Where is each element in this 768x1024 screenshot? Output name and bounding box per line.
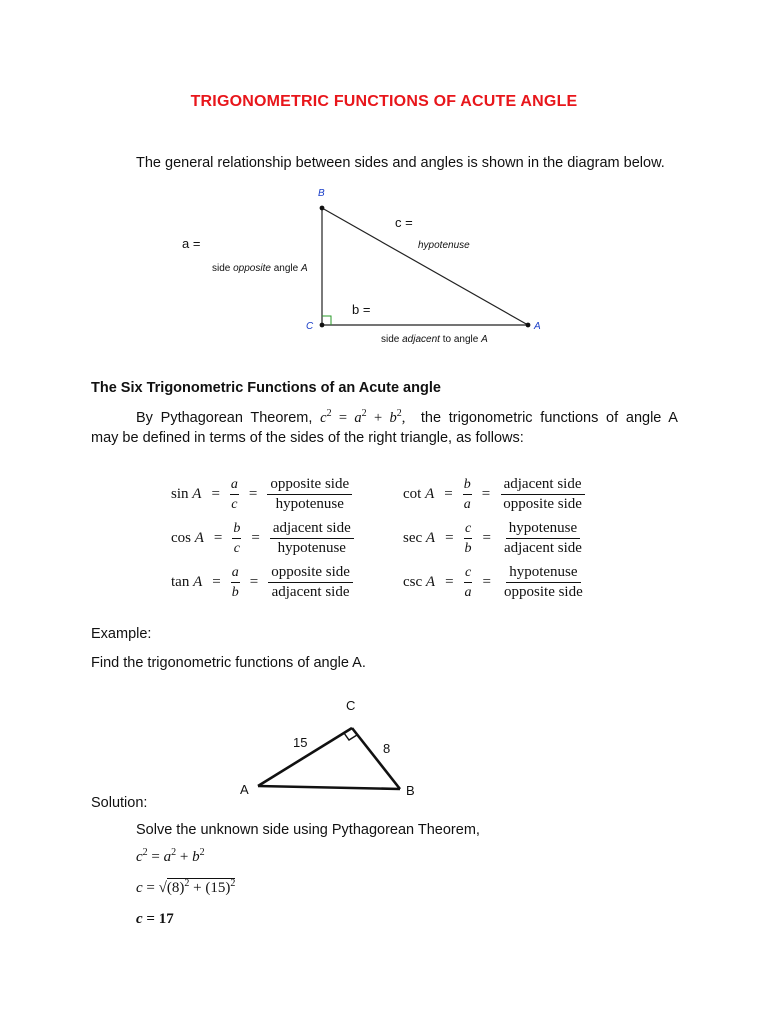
example-vertex-b: B	[406, 783, 415, 798]
word-fraction: $\frac{\text{adjacent side}}{\text{hypotenuse}}$	[270, 520, 354, 557]
function-name: cos A	[171, 529, 204, 546]
example-vertex-c: C	[346, 698, 356, 713]
equals-sign: =	[444, 485, 453, 502]
ratio-fraction: $\frac{a}{b}$	[231, 564, 239, 600]
page-title: TRIGONOMETRIC FUNCTIONS OF ACUTE ANGLE	[190, 93, 578, 110]
formula-sec	[403, 518, 585, 558]
formula-cos	[171, 518, 354, 558]
equation-pythagorean: $c^2 = a^2 + b^2$	[136, 847, 205, 865]
ratio-fraction: $\frac{a}{c}$	[230, 476, 238, 512]
example-vertex-a: A	[240, 782, 249, 797]
equals-sign: =	[248, 485, 258, 502]
word-fraction: $\frac{\text{opposite side}}{\text{adjacent side}}$	[268, 564, 353, 601]
solution-step: Solve the unknown side using Pythagorean Theorem,	[136, 822, 480, 838]
example-triangle-diagram	[230, 690, 430, 800]
example-task: Find the trigonometric functions of angle A.	[91, 655, 366, 671]
side-b-description: side adjacent to angle A	[381, 334, 488, 345]
pythagorean-paragraph-line1: By Pythagorean Theorem, $c^2 = a^2 + b^2$, the trigonometric functions of angle A	[136, 408, 678, 426]
side-a-label: a =	[182, 236, 201, 251]
formula-cot	[403, 474, 585, 514]
equals-sign: =	[212, 573, 221, 590]
formula-csc	[403, 562, 586, 602]
function-name: tan A	[171, 573, 203, 590]
word-fraction: $\frac{\text{opposite side}}{\text{hypotenuse}}$	[267, 476, 352, 513]
word-fraction: $\frac{\text{hypotenuse}}{\text{adjacent side}}$	[504, 519, 582, 556]
ratio-fraction: $\frac{b}{c}$	[233, 520, 241, 556]
equals-sign: =	[445, 573, 454, 590]
equation-substitution: $c = √(8)^2 + (15)^2$	[136, 878, 236, 896]
solution-label: Solution:	[91, 795, 148, 811]
side-a-description: side opposite angle A	[212, 263, 308, 274]
side-ac-length: 15	[293, 735, 308, 750]
ratio-fraction: $\frac{c}{a}$	[464, 564, 472, 600]
example-label: Example:	[91, 626, 152, 642]
equals-sign: =	[249, 573, 259, 590]
vertex-c-label: C	[306, 321, 314, 332]
vertex-b-label: B	[318, 188, 325, 199]
word-fraction: $\frac{\text{hypotenuse}}{\text{opposite side}}$	[504, 563, 583, 600]
intro-text: The general relationship between sides and angles is shown in the diagram below.	[136, 155, 665, 171]
hypotenuse-description: hypotenuse	[418, 240, 470, 251]
function-name: sec A	[403, 529, 436, 546]
equation-result: c = 17	[136, 911, 174, 927]
function-name: csc A	[403, 573, 436, 590]
equals-sign: =	[445, 529, 454, 546]
side-b-label: b =	[352, 302, 371, 317]
right-triangle-diagram	[170, 180, 570, 355]
equals-sign: =	[482, 529, 492, 546]
equals-sign: =	[482, 573, 492, 590]
equals-sign: =	[211, 485, 220, 502]
word-fraction: $\frac{\text{adjacent side}}{\text{opposite side}}$	[500, 476, 585, 513]
section-heading: The Six Trigonometric Functions of an Acute angle	[91, 380, 441, 396]
function-name: cot A	[403, 485, 435, 502]
side-c-label: c =	[395, 215, 413, 230]
formula-tan	[171, 562, 353, 602]
equals-sign: =	[481, 485, 491, 502]
function-name: sin A	[171, 485, 202, 502]
ratio-fraction: $\frac{b}{a}$	[463, 476, 471, 512]
pythagorean-paragraph-line2: may be defined in terms of the sides of the right triangle, as follows:	[91, 430, 524, 446]
equals-sign: =	[251, 529, 260, 546]
vertex-a-label: A	[534, 321, 541, 332]
side-cb-length: 8	[383, 741, 391, 756]
formula-sin	[171, 474, 352, 514]
ratio-fraction: $\frac{c}{b}$	[464, 520, 472, 556]
equals-sign: =	[213, 529, 223, 546]
